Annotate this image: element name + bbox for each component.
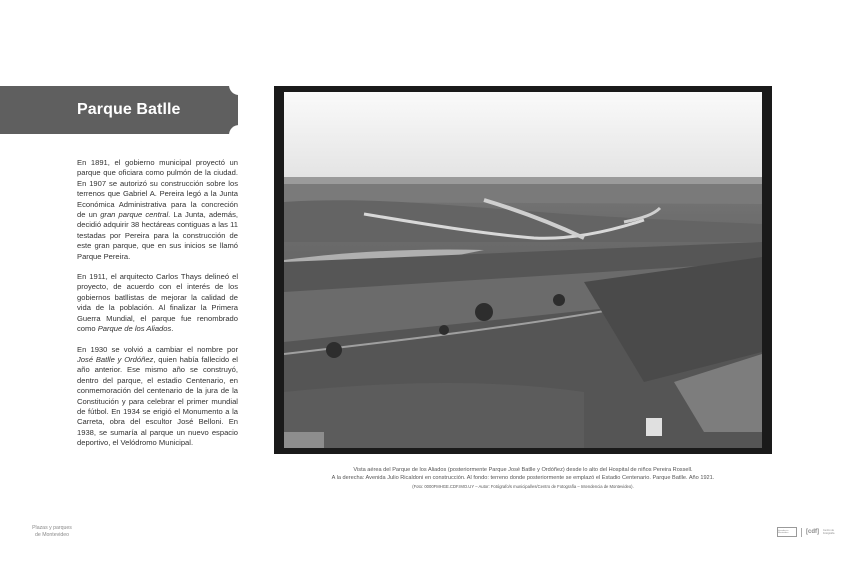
body-paragraph <box>77 158 238 262</box>
cdf-logo-sub: Centro de Fotografía <box>823 529 835 535</box>
footer-line: de Montevideo <box>34 531 70 538</box>
body-paragraph <box>77 345 238 449</box>
banner-notch <box>229 125 239 135</box>
cdf-logo: [cdf] <box>806 529 819 535</box>
footer-logos <box>777 527 845 537</box>
paragraph-text: , quien había fallecido el año anterior. Ese mismo año se construyó, dentro del parque, el estadio Centenario, en conmemoración del centenario de la jura de la Constitución y para celebrar el primer mundial de fútbol. En 1934 se erigió el Monumento a la Carreta, obra del escultor José Belloni. En 1938, se sumaría al parque un nuevo espacio deportivo, el Velódromo Municipal. <box>77 354 238 448</box>
title-banner <box>0 86 238 134</box>
body-text <box>77 158 238 459</box>
aerial-photo-image <box>284 92 762 448</box>
paragraph-text: En 1911, el arquitecto Carlos Thays delineó el proyecto, de acuerdo con el interés de los gobiernos batllistas de mejorar la calidad de vida de la población. Al finalizar la Primera Guerra Mundial, el parque fue renombrado como <box>77 272 238 334</box>
paragraph-text: . La Junta, además, decidió adquirir 38 hectáreas contiguas a las 11 testadas por Pereira para la construcción de este gran parque, que en sus inicios se llamó Parque Pereira. <box>77 210 238 261</box>
photo-caption <box>274 466 772 490</box>
aerial-photo <box>274 86 772 454</box>
caption-line: Vista aérea del Parque de los Aliados (posteriormente Parque José Batlle y Ordóñez) desde lo alto del Hospital de niños Pereira Rossell. <box>353 467 693 473</box>
photo-credit: (Foto: 0000FMHGE.CDF.IMO.UY – Autor: Fotógrafo/s municipal/es/Centro de Fotografía – Intendencia de Montevideo). <box>412 484 634 489</box>
banner-notch <box>229 85 239 95</box>
caption-line: A la derecha: Avenida Julio Ricaldoni en construcción. Al fondo: terreno donde posteriormente se emplazó el Estadio Centenario. Parque Batlle. Año 1921. <box>331 475 715 481</box>
italic-text: gran parque central <box>100 210 169 220</box>
intendencia-logo <box>777 527 797 537</box>
footer-series-title <box>30 525 74 538</box>
body-paragraph <box>77 272 238 334</box>
paragraph-text: . <box>171 324 174 334</box>
paragraph-text: En 1930 se volvió a cambiar el nombre por <box>77 344 238 354</box>
page-title: Parque Batlle <box>77 101 181 118</box>
italic-text: José Batlle y Ordóñez <box>77 354 154 364</box>
italic-text: Parque de los Aliados <box>97 324 172 334</box>
intendencia-logo-text: Intendencia Montevideo <box>778 530 789 534</box>
paragraph-text: En 1891, el gobierno municipal proyectó un parque que oficiara como pulmón de la ciudad. En 1907 se autorizó su construcción sobre los terrenos que Gabriel A. Pereira legó a la Junta Económica Administrativa para la concreción de un <box>77 158 238 220</box>
footer-line: Plazas y parques <box>32 525 72 531</box>
logo-divider <box>801 528 802 537</box>
